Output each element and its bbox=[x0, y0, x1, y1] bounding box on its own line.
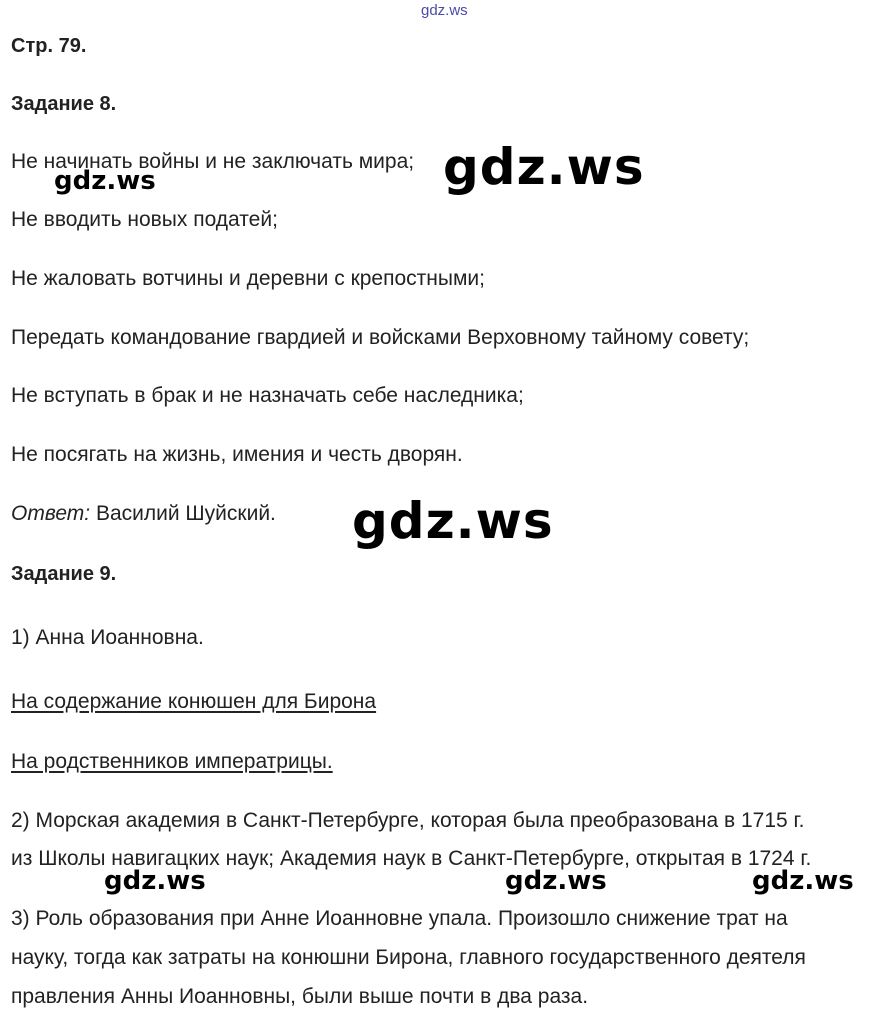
answer-value: Василий Шуйский. bbox=[95, 502, 276, 525]
watermark-large-1: gdz.ws bbox=[443, 138, 645, 196]
task-9-item-1: 1) Анна Иоанновна. bbox=[11, 626, 204, 649]
task-9-title: Задание 9. bbox=[11, 563, 117, 585]
task-9-item-3-line-3: правления Анны Иоанновны, были выше почти в два раза. bbox=[11, 985, 589, 1008]
page-reference: Стр. 79. bbox=[11, 35, 87, 57]
task-8-condition-2: Не вводить новых податей; bbox=[11, 208, 278, 231]
task-9-item-3-line-2: науку, тогда как затраты на конюшни Бирона, главного государственного деятеля bbox=[11, 946, 806, 969]
answer-label: Ответ: bbox=[11, 502, 91, 525]
task-9-underlined-1: На содержание конюшен для Бирона bbox=[11, 690, 377, 713]
task-8-answer bbox=[11, 501, 276, 527]
task-8-condition-6: Не посягать на жизнь, имения и честь дворян. bbox=[11, 443, 463, 466]
task-8-condition-3: Не жаловать вотчины и деревни с крепостными; bbox=[11, 267, 485, 290]
task-9-item-2-line-1: 2) Морская академия в Санкт-Петербурге, которая была преобразована в 1715 г. bbox=[11, 809, 805, 832]
header-watermark: gdz.ws bbox=[421, 2, 468, 19]
watermark-small-4: gdz.ws bbox=[752, 866, 854, 896]
task-8-condition-1: Не начинать войны и не заключать мира; bbox=[11, 150, 415, 173]
watermark-large-2: gdz.ws bbox=[352, 492, 554, 550]
watermark-small-3: gdz.ws bbox=[505, 866, 607, 896]
task-8-title: Задание 8. bbox=[11, 93, 117, 115]
watermark-small-1: gdz.ws bbox=[54, 166, 156, 196]
task-9-item-2-line-2: из Школы навигацких наук; Академия наук в Санкт-Петербурге, открытая в 1724 г. bbox=[11, 847, 812, 870]
task-8-condition-5: Не вступать в брак и не назначать себе наследника; bbox=[11, 384, 524, 407]
task-9-item-3-line-1: 3) Роль образования при Анне Иоанновне упала. Произошло снижение трат на bbox=[11, 907, 788, 930]
watermark-small-2: gdz.ws bbox=[104, 866, 206, 896]
task-8-condition-4: Передать командование гвардией и войсками Верховному тайному совету; bbox=[11, 326, 750, 349]
task-9-underlined-2: На родственников императрицы. bbox=[11, 750, 333, 773]
